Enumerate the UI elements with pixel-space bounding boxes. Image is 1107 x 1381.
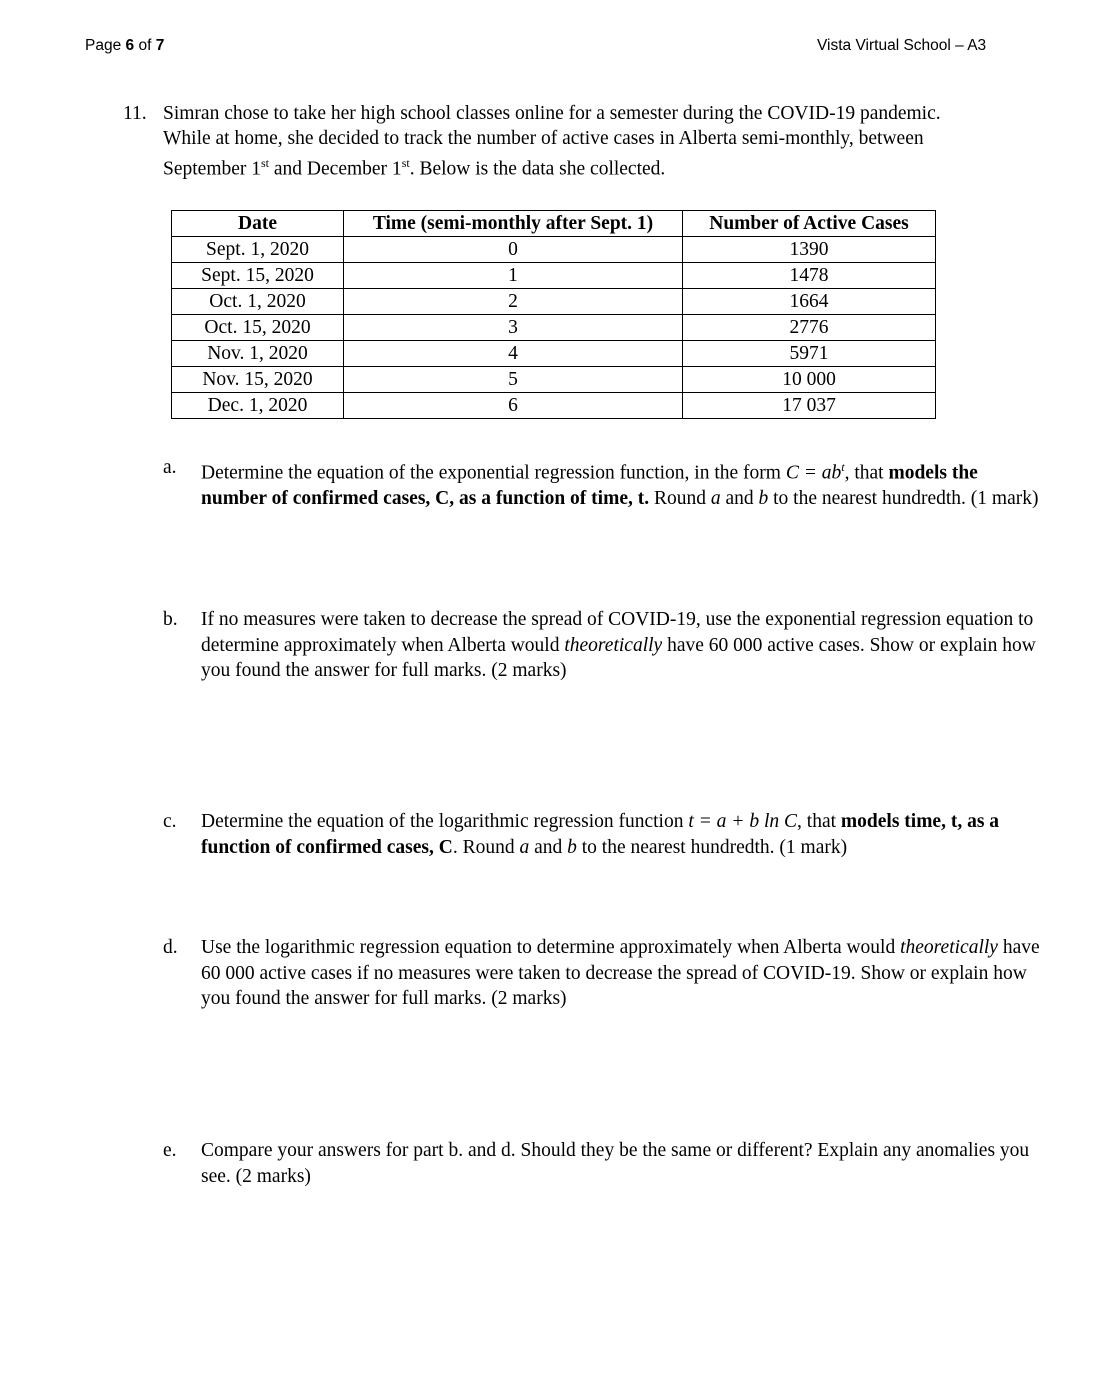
italic-text: theoretically <box>900 937 998 958</box>
part-letter: a. <box>163 457 177 478</box>
text: have 60 000 active cases if no measures were taken to decrease the spread of COVID-19. Show or explain how you found the answer for full marks. (2 marks) <box>201 937 1040 1009</box>
equation: C = ab <box>785 462 842 484</box>
cases-cell: 2776 <box>683 315 936 341</box>
table-row <box>172 367 936 393</box>
cases-cell: 5971 <box>683 341 936 367</box>
date-cell: Nov. 1, 2020 <box>172 341 344 367</box>
text: to the nearest hundredth. (1 mark) <box>576 836 848 858</box>
page-of: of <box>134 37 156 54</box>
table-row <box>172 341 936 367</box>
data-table <box>171 210 936 419</box>
time-cell: 6 <box>344 393 683 419</box>
bold-text: models the number of confirmed cases, C, as a function of time, t. <box>201 462 978 509</box>
date-cell: Nov. 15, 2020 <box>172 367 344 393</box>
time-cell: 3 <box>344 315 683 341</box>
text: , that <box>844 462 889 484</box>
text: , that <box>797 811 841 832</box>
var-a: a <box>519 836 530 858</box>
part-letter: c. <box>163 811 177 832</box>
header-date: Date <box>172 211 344 237</box>
date-cell: Oct. 15, 2020 <box>172 315 344 341</box>
part-c <box>163 809 1043 860</box>
q-text-2: and December 1 <box>269 158 402 180</box>
var-b: b <box>567 836 577 858</box>
text: . Round <box>452 836 520 858</box>
date-cell: Oct. 1, 2020 <box>172 289 344 315</box>
time-cell: 1 <box>344 263 683 289</box>
date-cell: Sept. 1, 2020 <box>172 237 344 263</box>
part-letter: e. <box>163 1140 177 1161</box>
header-time: Time (semi-monthly after Sept. 1) <box>344 211 683 237</box>
part-d <box>163 935 1043 1012</box>
q-sup-1: st <box>261 156 270 170</box>
table-header-row <box>172 211 936 237</box>
date-cell: Sept. 15, 2020 <box>172 263 344 289</box>
part-text <box>201 935 1043 1012</box>
q-sup-2: st <box>401 156 410 170</box>
question-11 <box>123 101 983 182</box>
total-pages: 7 <box>155 37 165 54</box>
header-cases: Number of Active Cases <box>683 211 936 237</box>
table-row <box>172 263 936 289</box>
time-cell: 5 <box>344 367 683 393</box>
cases-cell: 17 037 <box>683 393 936 419</box>
text: have 60 000 active cases. Show or explain how you found the answer for full marks. (2 marks) <box>201 634 1036 681</box>
question-text <box>163 101 983 182</box>
exponent: t <box>841 460 845 474</box>
school-name: Vista Virtual School – A3 <box>817 37 987 54</box>
date-cell: Dec. 1, 2020 <box>172 393 344 419</box>
current-page: 6 <box>125 37 135 54</box>
text: Determine the equation of the logarithmic regression function <box>201 811 689 832</box>
var-a: a <box>710 488 721 509</box>
part-text <box>201 455 1043 512</box>
cases-cell: 10 000 <box>683 367 936 393</box>
part-text <box>201 607 1043 684</box>
part-e <box>163 1138 1043 1189</box>
text: and <box>529 836 568 858</box>
text: Use the logarithmic regression equation to determine approximately when Alberta would <box>201 937 901 958</box>
q-text-1: Simran chose to take her high school classes online for a semester during the COVID-19 pandemic. While at home, she decided to track the number of active cases in Alberta semi-monthly, between September 1 <box>163 103 941 180</box>
part-letter: d. <box>163 937 178 958</box>
page-number <box>85 37 164 55</box>
q-text-3: . Below is the data she collected. <box>409 158 666 180</box>
table-row <box>172 393 936 419</box>
table-row <box>172 237 936 263</box>
text: Round <box>649 488 711 509</box>
cases-cell: 1478 <box>683 263 936 289</box>
cases-cell: 1664 <box>683 289 936 315</box>
cases-cell: 1390 <box>683 237 936 263</box>
part-a <box>163 455 1043 512</box>
var-b: b <box>758 488 769 509</box>
table-row <box>172 315 936 341</box>
text: Determine the equation of the exponential regression function, in the form <box>201 462 786 484</box>
time-cell: 2 <box>344 289 683 315</box>
italic-text: theoretically <box>564 634 663 656</box>
text: and <box>720 488 759 509</box>
table-row <box>172 289 936 315</box>
text: If no measures were taken to decrease the spread of COVID-19, use the exponential regression equation to determine approximately when Alberta would <box>201 609 1034 656</box>
equation: t = a + b ln C <box>688 811 798 832</box>
question-number: 11. <box>123 103 147 124</box>
time-cell: 0 <box>344 237 683 263</box>
part-text <box>201 809 1043 860</box>
part-text: Compare your answers for part b. and d. Should they be the same or different? Explain any anomalies you see. (2 marks) <box>201 1140 1030 1187</box>
page-prefix: Page <box>85 37 126 54</box>
part-letter: b. <box>163 609 178 630</box>
part-b <box>163 607 1043 684</box>
bold-text: models time, t, as a function of confirmed cases, C <box>201 811 1000 858</box>
time-cell: 4 <box>344 341 683 367</box>
text: to the nearest hundredth. (1 mark) <box>768 488 1039 509</box>
